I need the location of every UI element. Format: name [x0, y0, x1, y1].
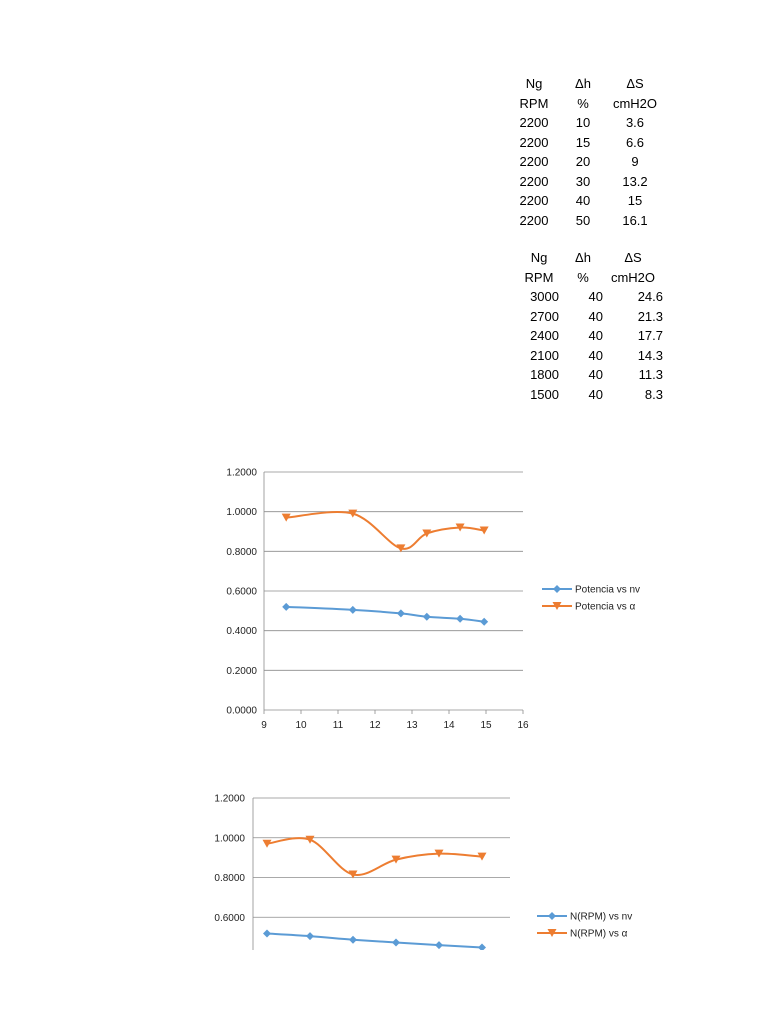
table-cell: 40: [588, 328, 603, 343]
table-cell: 21.3: [637, 308, 663, 324]
table-cell: 40: [588, 367, 603, 382]
data-point: [392, 938, 400, 946]
chart-1-svg: [210, 458, 660, 738]
chart-2-svg: [200, 785, 660, 950]
series-line: [286, 512, 484, 549]
table-cell: 6.6: [625, 134, 645, 150]
table-cell: 2700: [530, 308, 559, 324]
x-tick-label: 9: [261, 720, 267, 731]
y-tick-label: 0.8000: [226, 546, 257, 558]
table-cell: 9: [631, 154, 639, 169]
table-cell: Ng: [530, 250, 548, 265]
table-cell: Δh: [575, 76, 591, 91]
table-cell: 2200: [519, 212, 549, 228]
data-point: [349, 936, 357, 944]
table-cell: 11.3: [638, 367, 663, 382]
y-tick-label: 0.6000: [226, 586, 257, 598]
table-cell: Δh: [575, 250, 591, 265]
table-cell: 1800: [530, 367, 559, 382]
table-cell: 40: [588, 386, 603, 402]
series-line: [286, 607, 484, 622]
x-tick-label: 12: [369, 720, 381, 731]
table-cell: RPM: [519, 95, 549, 111]
table-cell: 20: [575, 154, 591, 169]
data-point: [456, 615, 464, 623]
table-cell: 40: [575, 193, 591, 208]
data-point: [397, 609, 405, 617]
y-tick-label: 1.0000: [226, 507, 257, 519]
data-point: [282, 603, 290, 611]
table-cell: 17.7: [637, 328, 663, 343]
table-cell: 1500: [530, 386, 559, 402]
table-cell: cmH2O: [612, 95, 658, 111]
y-tick-label: 1.2000: [226, 467, 257, 479]
chart-2: [200, 785, 660, 950]
table-cell: Ng: [525, 76, 543, 91]
table-cell: ΔS: [626, 76, 644, 91]
legend-label: Potencia vs α: [575, 601, 636, 613]
table-cell: 16.1: [622, 212, 648, 228]
table-cell: 3.6: [625, 115, 645, 130]
table-cell: 50: [575, 212, 591, 228]
table-cell: 13.2: [622, 173, 648, 189]
table-cell: 2400: [530, 328, 559, 343]
y-tick-label: 0.6000: [214, 912, 245, 924]
chart-1: [210, 458, 660, 738]
series-line: [267, 934, 482, 948]
data-point: [478, 943, 486, 950]
y-tick-label: 0.0000: [226, 705, 257, 717]
table-cell: 40: [588, 289, 603, 304]
x-tick-label: 11: [332, 720, 344, 731]
table-cell: 2200: [519, 115, 549, 130]
data-point: [435, 941, 443, 949]
y-tick-label: 1.2000: [214, 793, 245, 805]
data-point: [480, 618, 488, 626]
table-cell: 2200: [519, 134, 549, 150]
y-tick-label: 1.0000: [214, 833, 245, 845]
table-cell: 14.3: [637, 347, 663, 363]
table-cell: RPM: [524, 269, 554, 285]
legend-marker: [553, 585, 561, 593]
y-tick-label: 0.8000: [214, 873, 245, 884]
y-tick-label: 0.2000: [226, 665, 257, 677]
legend-label: N(RPM) vs nv: [570, 911, 633, 923]
table-cell: 2200: [519, 173, 549, 189]
data-point: [306, 932, 314, 940]
legend-label: Potencia vs nv: [575, 584, 641, 596]
table-cell: 2200: [519, 193, 549, 208]
table-cell: %: [577, 95, 589, 111]
x-tick-label: 10: [295, 720, 307, 731]
series-line: [267, 838, 482, 875]
table-cell: 15: [575, 134, 591, 150]
table-cell: ΔS: [624, 250, 642, 265]
table-cell: 40: [588, 308, 603, 324]
x-tick-label: 16: [517, 720, 529, 731]
data-point: [423, 613, 431, 621]
data-point: [263, 930, 271, 938]
legend-marker: [548, 912, 556, 920]
x-tick-label: 14: [443, 720, 455, 731]
data-point: [349, 606, 357, 614]
table-cell: 24.6: [637, 289, 663, 304]
table-cell: 30: [575, 173, 591, 189]
table-cell: 3000: [530, 289, 559, 304]
x-tick-label: 15: [480, 720, 492, 731]
table-cell: 40: [588, 347, 603, 363]
x-tick-label: 13: [406, 720, 418, 731]
table-cell: %: [577, 269, 589, 285]
table-cell: cmH2O: [610, 269, 656, 285]
y-tick-label: 0.4000: [226, 626, 257, 638]
table-cell: 15: [627, 193, 643, 208]
table-cell: 10: [575, 115, 591, 130]
table-cell: 2200: [519, 154, 549, 169]
table-cell: 8.3: [644, 386, 663, 402]
legend-label: N(RPM) vs α: [570, 928, 628, 940]
table-cell: 2100: [530, 347, 559, 363]
